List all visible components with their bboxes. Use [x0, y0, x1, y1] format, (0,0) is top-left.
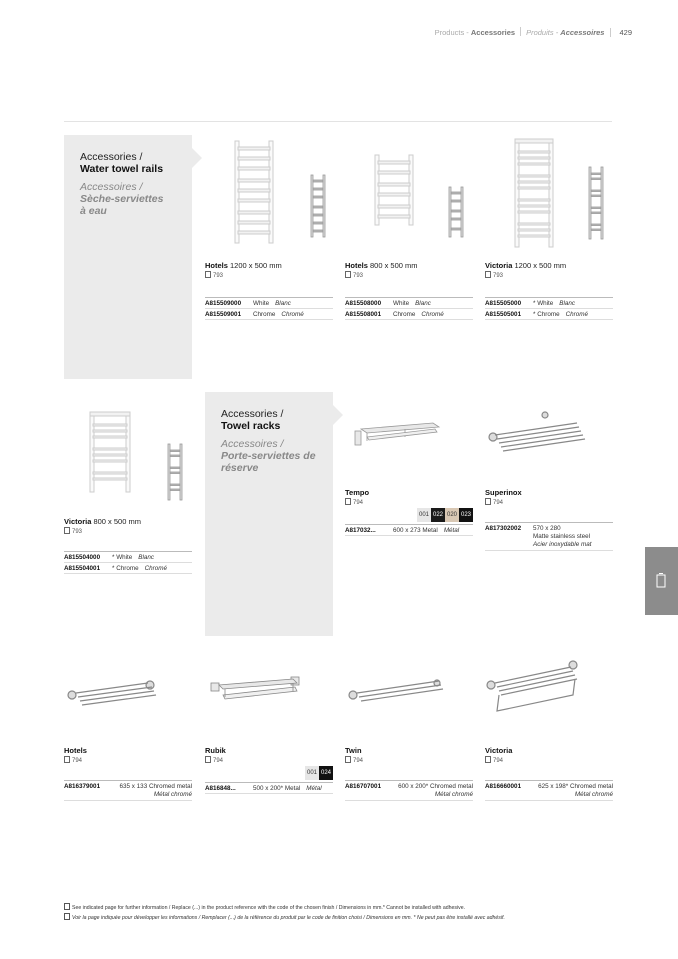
finish-en: White — [253, 299, 270, 307]
page-ref: 794 — [493, 758, 504, 764]
finish-fr: Chromé — [281, 310, 304, 318]
ref-code: A817032... — [345, 526, 376, 534]
page-icon — [64, 913, 70, 920]
finish-en: * Chrome — [533, 310, 560, 318]
swatch-022: 022 — [431, 508, 445, 522]
finish-fr: Métal chromé — [574, 790, 613, 798]
ref-code: A815504000 — [64, 553, 101, 561]
dimensions: 570 x 280 — [533, 524, 561, 532]
finish-en: 625 x 198* Chromed metal — [538, 782, 613, 790]
section-tab[interactable] — [645, 547, 678, 615]
ref-table — [485, 297, 613, 320]
category-arrow — [192, 148, 202, 168]
page-icon — [485, 498, 491, 505]
product-hotels-1200 — [205, 261, 333, 320]
ref-table — [205, 297, 333, 320]
finish-fr: Blanc — [559, 299, 576, 307]
finish-en: * Chrome — [112, 564, 139, 572]
finish-fr: Métal chromé — [434, 790, 473, 798]
product-name: Tempo — [345, 488, 370, 497]
table-row — [345, 781, 473, 801]
footer-note-en — [64, 903, 465, 911]
cat-subtitle-en: Towel racks — [221, 420, 281, 432]
ref-code: A815508001 — [345, 310, 382, 318]
product-name: Hotels — [345, 261, 368, 270]
table-row — [345, 309, 473, 320]
table-row — [205, 783, 333, 794]
page-ref: 793 — [72, 529, 83, 535]
finish-fr: Acier inoxydable mat — [533, 540, 592, 548]
crumb-en-1: Products - — [434, 28, 471, 37]
ref-code: A817302002 — [485, 524, 522, 532]
page-ref: 794 — [353, 500, 364, 506]
cat-title-fr: Accessoires / — [80, 181, 143, 193]
page-ref: 793 — [493, 273, 504, 279]
victoria-1200-towel-rail-image — [485, 135, 613, 255]
table-row — [485, 523, 613, 551]
table-row — [64, 552, 192, 563]
table-row — [485, 309, 613, 320]
hotels-800-towel-rail-image — [345, 135, 473, 255]
product-name: Superinox — [485, 488, 522, 497]
superinox-towel-rack-image — [485, 405, 613, 475]
finish-en: * White — [533, 299, 554, 307]
ref-code: A815504001 — [64, 564, 101, 572]
ref-code: A815509000 — [205, 299, 242, 307]
cat-subtitle-fr-1: Sèche-serviettes — [80, 193, 164, 205]
page-number: 429 — [610, 28, 632, 37]
ref-code: A815505000 — [485, 299, 522, 307]
swatch-001: 001 — [305, 766, 319, 780]
hotels-1200-towel-rail-image — [205, 135, 333, 255]
cat-subtitle-fr-2: réserve — [221, 462, 259, 474]
product-dimensions: 800 x 500 mm — [91, 517, 141, 526]
product-hotels-rack — [64, 746, 192, 801]
page-ref: 794 — [353, 758, 364, 764]
finish-fr: Chromé — [144, 564, 168, 572]
footer-text-fr: Voir la page indiquée pour développer les informations / Remplacer (...) de la référence du produit par le code de finition choisi / Dimensions en mm. * Ne peut pas être installé avec adhésif. — [72, 915, 505, 921]
product-victoria-1200 — [485, 261, 613, 320]
ref-code: A816848... — [205, 784, 236, 792]
page-icon — [64, 756, 70, 763]
swatch-024: 024 — [319, 766, 333, 780]
footer-note-fr — [64, 913, 505, 921]
swatch-023: 023 — [459, 508, 473, 522]
swatch-001: 001 — [417, 508, 431, 522]
footer-text-en: See indicated page for further information / Replace (...) in the product reference with the code of the chosen finish / Dimensions in mm.* Cannot be installed with adhesive. — [72, 905, 466, 911]
finish-fr: Blanc — [138, 553, 155, 561]
finish-en: White — [393, 299, 410, 307]
cat-subtitle-fr-2: à eau — [80, 205, 107, 217]
page-icon — [64, 527, 70, 534]
finish-fr: Chromé — [565, 310, 589, 318]
product-name: Twin — [345, 746, 362, 755]
product-dimensions: 1200 x 500 mm — [512, 261, 567, 270]
page-ref: 794 — [493, 500, 504, 506]
product-hotels-800 — [345, 261, 473, 320]
product-superinox — [485, 488, 613, 551]
finish-en: Chrome — [253, 310, 276, 318]
product-name: Rubik — [205, 746, 226, 755]
finish-fr: Métal — [443, 526, 460, 534]
page-ref: 793 — [353, 273, 364, 279]
page-icon — [345, 271, 351, 278]
finish-fr: Chromé — [421, 310, 444, 318]
product-victoria-rack — [485, 746, 613, 801]
page-ref: 794 — [213, 758, 224, 764]
hotels-towel-rack-image — [64, 665, 192, 725]
product-dimensions: 800 x 500 mm — [367, 261, 418, 270]
swatch-020: 020 — [445, 508, 459, 522]
finish-swatches — [205, 766, 333, 780]
crumb-fr-1: Produits - — [526, 28, 561, 37]
page-ref: 794 — [72, 758, 83, 764]
page-icon — [64, 903, 70, 910]
finish-en: 635 x 133 Chromed metal — [119, 782, 192, 790]
product-name: Victoria — [485, 746, 513, 755]
cat-title-en: Accessories / — [221, 408, 284, 420]
rubik-towel-rack-image — [205, 665, 333, 725]
page-icon — [485, 271, 491, 278]
page-header — [435, 27, 632, 37]
ref-table — [345, 780, 473, 801]
ref-code: A815508000 — [345, 299, 382, 307]
product-victoria-800 — [64, 517, 192, 574]
finish-swatches — [345, 508, 473, 522]
product-name: Victoria — [485, 261, 513, 270]
category-towel-racks — [205, 392, 333, 636]
ref-table — [64, 780, 192, 801]
finish-en: Chrome — [393, 310, 416, 318]
ref-code: A815509001 — [205, 310, 242, 318]
product-name: Hotels — [64, 746, 87, 755]
ref-table — [64, 551, 192, 574]
finish-fr: Blanc — [275, 299, 291, 307]
table-row — [485, 298, 613, 309]
tempo-towel-rack-image — [345, 405, 473, 475]
accessory-icon — [655, 573, 667, 589]
category-arrow — [333, 405, 343, 425]
finish-fr: Blanc — [415, 299, 431, 307]
crumb-en-2: Accessories — [470, 28, 516, 37]
finish-en: Matte stainless steel — [533, 532, 591, 540]
finish-en: 600 x 273 Metal — [393, 526, 438, 534]
table-row — [205, 298, 333, 309]
product-tempo — [345, 488, 473, 536]
product-name: Hotels — [205, 261, 228, 270]
ref-code: A816379001 — [64, 782, 101, 790]
page-icon — [345, 756, 351, 763]
top-divider — [64, 121, 612, 122]
product-twin — [345, 746, 473, 801]
ref-table — [485, 780, 613, 801]
crumb-fr-2: Accessoires — [560, 28, 605, 37]
category-water-towel-rails — [64, 135, 192, 379]
page-ref: 793 — [213, 273, 224, 279]
victoria-towel-rack-image — [485, 655, 613, 725]
page-icon — [205, 271, 211, 278]
ref-table — [485, 522, 613, 551]
table-row — [64, 563, 192, 574]
page-icon — [205, 756, 211, 763]
finish-en: * White — [112, 553, 133, 561]
table-row — [345, 525, 473, 536]
finish-fr: Métal chromé — [153, 790, 192, 798]
finish-fr: Métal — [306, 784, 322, 792]
cat-title-fr: Accessoires / — [221, 438, 284, 450]
product-name: Victoria — [64, 517, 92, 526]
finish-en: 600 x 200* Chromed metal — [398, 782, 473, 790]
ref-table — [205, 782, 333, 794]
page-icon — [485, 756, 491, 763]
cat-title-en: Accessories / — [80, 151, 143, 163]
table-row — [345, 298, 473, 309]
ref-code: A816707001 — [345, 782, 382, 790]
victoria-800-towel-rail-image — [64, 392, 192, 512]
ref-code: A815505001 — [485, 310, 522, 318]
ref-table — [345, 297, 473, 320]
ref-code: A816660001 — [485, 782, 522, 790]
table-row — [485, 781, 613, 801]
product-rubik — [205, 746, 333, 794]
ref-table — [345, 524, 473, 536]
page-icon — [345, 498, 351, 505]
table-row — [205, 309, 333, 320]
twin-towel-rack-image — [345, 665, 473, 725]
cat-subtitle-fr-1: Porte-serviettes de — [221, 450, 316, 462]
finish-en: 500 x 200* Metal — [253, 784, 301, 792]
table-row — [64, 781, 192, 801]
cat-subtitle-en: Water towel rails — [80, 163, 164, 175]
product-dimensions: 1200 x 500 mm — [227, 261, 282, 270]
